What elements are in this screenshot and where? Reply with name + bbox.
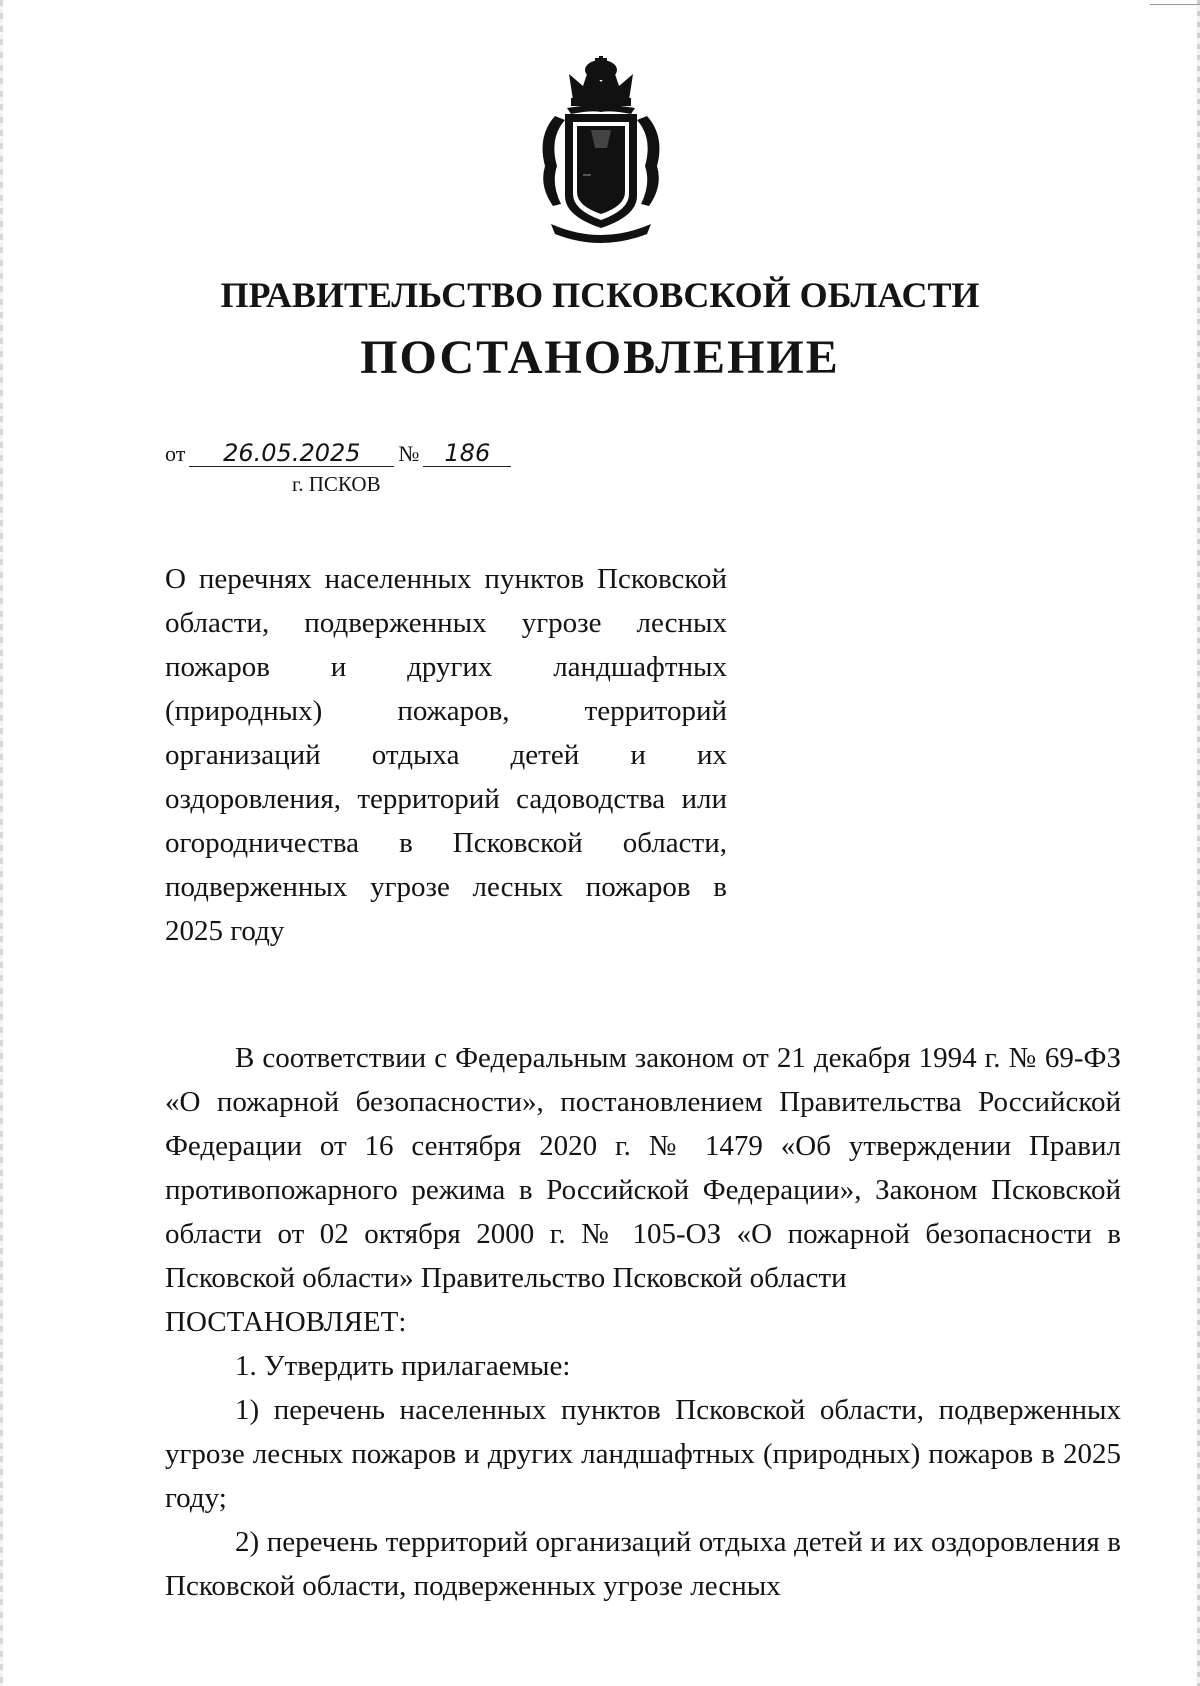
item-1-subitem-2: 2) перечень территорий организаций отдыха детей и их оздоровления в Псковской области, подверженных угрозе лесных: [165, 1526, 1121, 1602]
preamble-paragraph: В соответствии с Федеральным законом от 21 декабря 1994 г. № 69-ФЗ «О пожарной безопасности», постановлением Правительства Российской Федерации от 16 сентября 2020 г. № 1479 «Об утверждении Правил противопожарного режима в Российской Федерации», Законом Псковской области от 02 октября 2000 г. № 105-ОЗ «О пожарной безопасности в Псковской области» Правительство Псковской области: [165, 1042, 1121, 1294]
document-date: 26.05.2025: [189, 440, 394, 467]
scan-edge-left: [0, 0, 3, 1686]
coat-of-arms-emblem: [531, 56, 671, 244]
document-subject: О перечнях населенных пунктов Псковской области, подверженных угрозе лесных пожаров и других ландшафтных (природных) пожаров, территорий организаций отдыха детей и их оздоровления, территорий садоводства или огородничества в Псковской области, подверженных угрозе лесных пожаров в 2025 году: [165, 563, 727, 947]
document-number: 186: [423, 440, 511, 467]
decree-word: ПОСТАНОВЛЯЕТ:: [165, 1306, 407, 1338]
item-1-subitem-1: 1) перечень населенных пунктов Псковской области, подверженных угрозе лесных пожаров и других ландшафтных (природных) пожаров в 2025 году;: [165, 1394, 1121, 1514]
city-label: г. ПСКОВ: [292, 472, 381, 496]
date-prefix: от: [165, 441, 186, 466]
document-type-heading: ПОСТАНОВЛЕНИЕ: [360, 331, 840, 384]
organization-title: ПРАВИТЕЛЬСТВО ПСКОВСКОЙ ОБЛАСТИ: [220, 275, 980, 315]
corner-mark: [1150, 4, 1200, 5]
document-body: [165, 1036, 1121, 1608]
item-1: 1. Утвердить прилагаемые:: [235, 1350, 571, 1382]
number-prefix: №: [398, 441, 420, 466]
date-number-row: [165, 440, 511, 467]
